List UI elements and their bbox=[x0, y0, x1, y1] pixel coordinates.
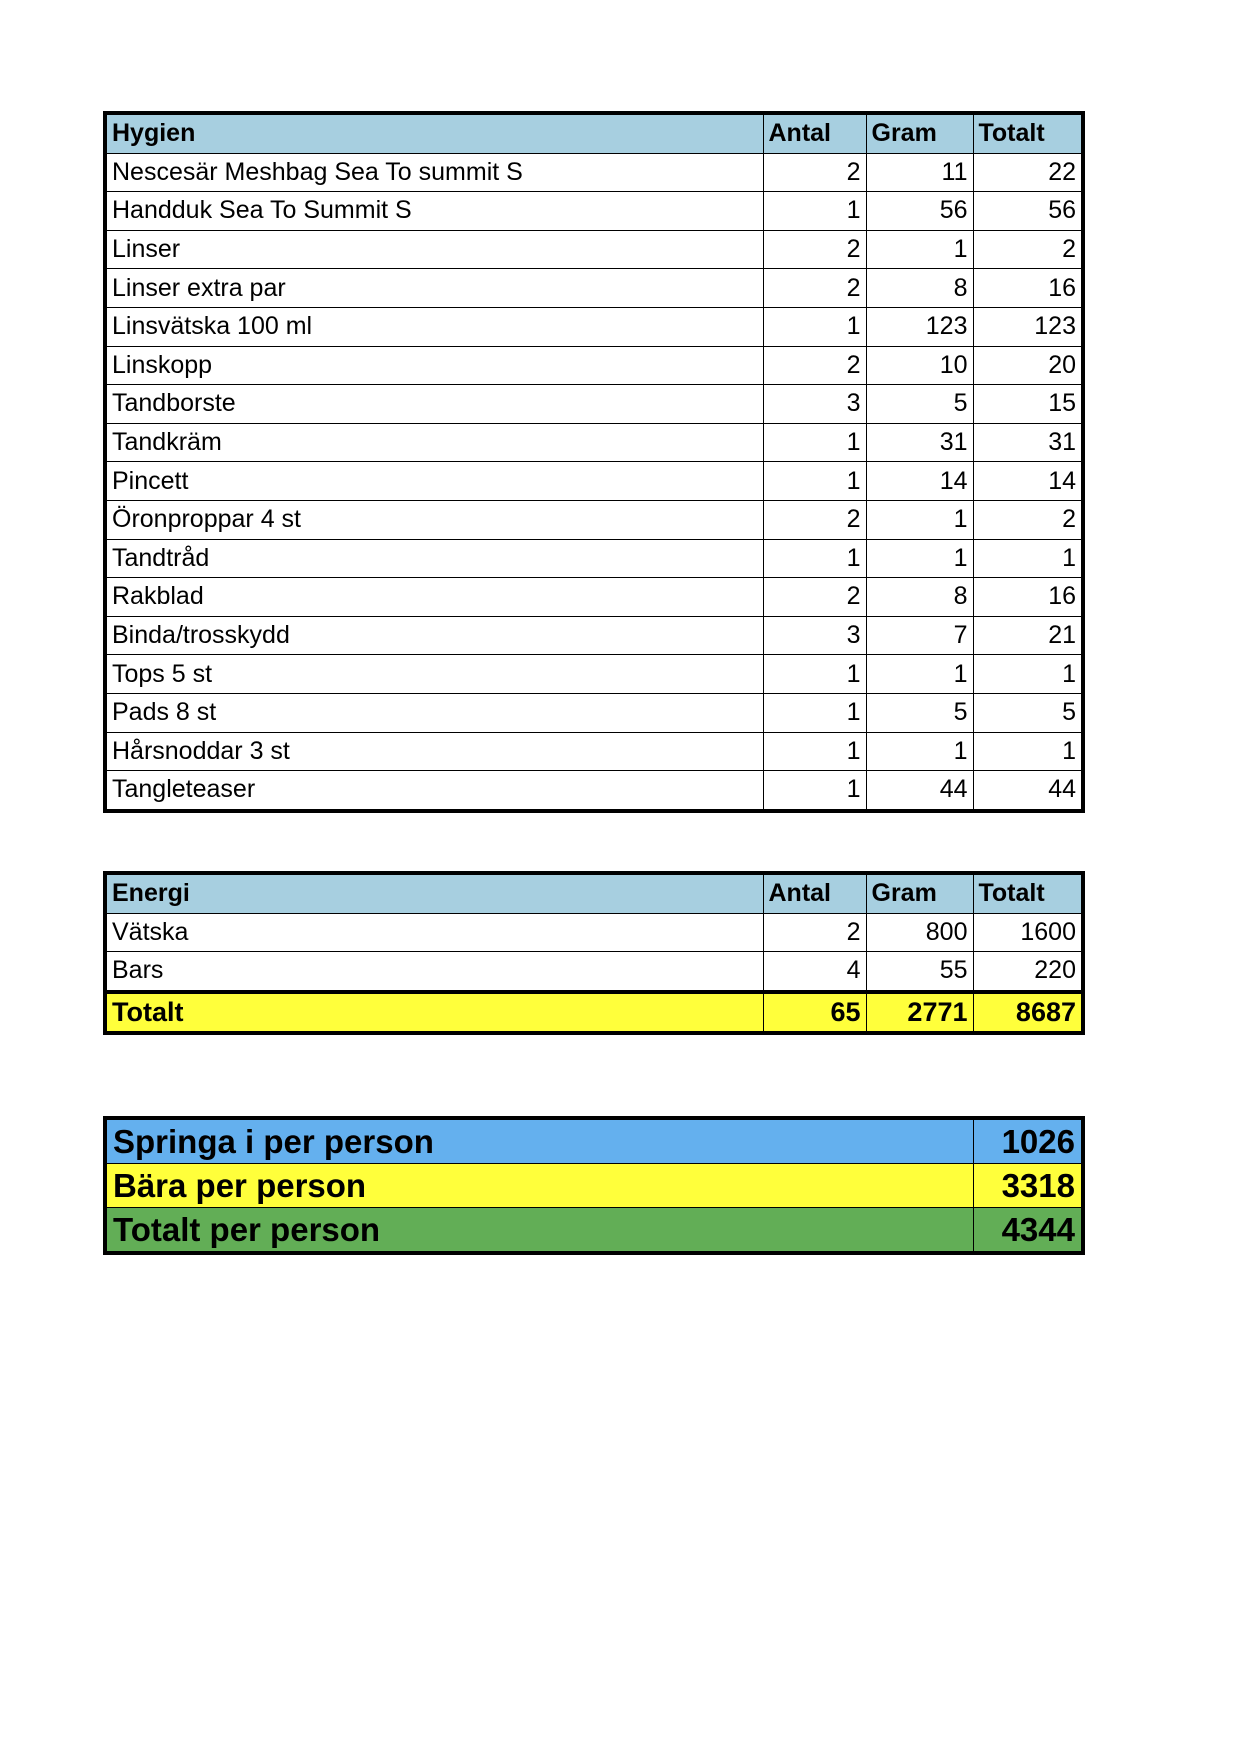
table-row bbox=[105, 771, 1083, 811]
summary-label: Totalt per person bbox=[105, 1208, 973, 1254]
table-row bbox=[105, 693, 1083, 732]
item-name: Öronproppar 4 st bbox=[105, 500, 763, 539]
header-cell: Gram bbox=[866, 113, 973, 153]
item-antal: 2 bbox=[763, 230, 866, 269]
item-totalt: 14 bbox=[973, 462, 1083, 501]
item-totalt: 16 bbox=[973, 269, 1083, 308]
item-name: Tangleteaser bbox=[105, 771, 763, 811]
table-row bbox=[105, 423, 1083, 462]
item-totalt: 2 bbox=[973, 230, 1083, 269]
item-name: Binda/trosskydd bbox=[105, 616, 763, 655]
table-row bbox=[105, 500, 1083, 539]
item-antal: 3 bbox=[763, 616, 866, 655]
item-name: Tandkräm bbox=[105, 423, 763, 462]
header-cell: Hygien bbox=[105, 113, 763, 153]
table-row bbox=[105, 462, 1083, 501]
item-name: Tandtråd bbox=[105, 539, 763, 578]
item-antal: 1 bbox=[763, 693, 866, 732]
item-totalt: 22 bbox=[973, 153, 1083, 192]
table-row bbox=[105, 269, 1083, 308]
summary-row-bara bbox=[105, 1164, 1083, 1208]
table-header-row bbox=[105, 113, 1083, 153]
item-antal: 2 bbox=[763, 578, 866, 617]
item-antal: 1 bbox=[763, 192, 866, 231]
item-antal: 1 bbox=[763, 462, 866, 501]
summary-value: 4344 bbox=[973, 1208, 1083, 1254]
item-name: Rakblad bbox=[105, 578, 763, 617]
item-name: Nescesär Meshbag Sea To summit S bbox=[105, 153, 763, 192]
header-cell: Totalt bbox=[973, 873, 1083, 913]
item-antal: 2 bbox=[763, 500, 866, 539]
item-gram: 1 bbox=[866, 732, 973, 771]
item-totalt: 56 bbox=[973, 192, 1083, 231]
total-gram: 2771 bbox=[866, 992, 973, 1034]
item-gram: 1 bbox=[866, 655, 973, 694]
item-antal: 1 bbox=[763, 732, 866, 771]
item-gram: 56 bbox=[866, 192, 973, 231]
item-gram: 11 bbox=[866, 153, 973, 192]
item-name: Pads 8 st bbox=[105, 693, 763, 732]
item-totalt: 1 bbox=[973, 539, 1083, 578]
item-name: Linsvätska 100 ml bbox=[105, 307, 763, 346]
item-name: Handduk Sea To Summit S bbox=[105, 192, 763, 231]
item-gram: 55 bbox=[866, 952, 973, 992]
item-totalt: 16 bbox=[973, 578, 1083, 617]
item-name: Pincett bbox=[105, 462, 763, 501]
table-row bbox=[105, 616, 1083, 655]
item-antal: 2 bbox=[763, 913, 866, 952]
summary-table bbox=[103, 1116, 1085, 1255]
item-antal: 1 bbox=[763, 655, 866, 694]
item-gram: 800 bbox=[866, 913, 973, 952]
item-name: Linser bbox=[105, 230, 763, 269]
item-name: Tops 5 st bbox=[105, 655, 763, 694]
header-cell: Gram bbox=[866, 873, 973, 913]
table-row bbox=[105, 539, 1083, 578]
item-name: Vätska bbox=[105, 913, 763, 952]
header-cell: Energi bbox=[105, 873, 763, 913]
header-cell: Antal bbox=[763, 113, 866, 153]
item-antal: 2 bbox=[763, 153, 866, 192]
item-antal: 1 bbox=[763, 423, 866, 462]
item-name: Linser extra par bbox=[105, 269, 763, 308]
table-row bbox=[105, 153, 1083, 192]
total-totalt: 8687 bbox=[973, 992, 1083, 1034]
item-name: Hårsnoddar 3 st bbox=[105, 732, 763, 771]
total-label: Totalt bbox=[105, 992, 763, 1034]
item-gram: 10 bbox=[866, 346, 973, 385]
item-gram: 1 bbox=[866, 500, 973, 539]
item-totalt: 5 bbox=[973, 693, 1083, 732]
item-antal: 2 bbox=[763, 346, 866, 385]
table-row bbox=[105, 230, 1083, 269]
item-name: Tandborste bbox=[105, 385, 763, 424]
item-gram: 5 bbox=[866, 385, 973, 424]
item-totalt: 15 bbox=[973, 385, 1083, 424]
table-row bbox=[105, 732, 1083, 771]
header-cell: Totalt bbox=[973, 113, 1083, 153]
item-antal: 3 bbox=[763, 385, 866, 424]
item-name: Linskopp bbox=[105, 346, 763, 385]
item-antal: 1 bbox=[763, 307, 866, 346]
item-gram: 7 bbox=[866, 616, 973, 655]
hygien-table bbox=[103, 111, 1085, 813]
table-row bbox=[105, 578, 1083, 617]
item-totalt: 20 bbox=[973, 346, 1083, 385]
item-antal: 1 bbox=[763, 539, 866, 578]
summary-value: 3318 bbox=[973, 1164, 1083, 1208]
item-antal: 1 bbox=[763, 771, 866, 811]
item-gram: 1 bbox=[866, 230, 973, 269]
table-row bbox=[105, 655, 1083, 694]
total-antal: 65 bbox=[763, 992, 866, 1034]
item-totalt: 21 bbox=[973, 616, 1083, 655]
item-gram: 123 bbox=[866, 307, 973, 346]
table-row bbox=[105, 192, 1083, 231]
item-antal: 2 bbox=[763, 269, 866, 308]
summary-row-totalt bbox=[105, 1208, 1083, 1254]
item-gram: 31 bbox=[866, 423, 973, 462]
item-totalt: 123 bbox=[973, 307, 1083, 346]
item-totalt: 1 bbox=[973, 655, 1083, 694]
item-totalt: 1 bbox=[973, 732, 1083, 771]
header-cell: Antal bbox=[763, 873, 866, 913]
item-antal: 4 bbox=[763, 952, 866, 992]
summary-label: Bära per person bbox=[105, 1164, 973, 1208]
item-totalt: 44 bbox=[973, 771, 1083, 811]
summary-label: Springa i per person bbox=[105, 1118, 973, 1164]
table-row bbox=[105, 385, 1083, 424]
table-row bbox=[105, 307, 1083, 346]
table-row bbox=[105, 913, 1083, 952]
table-header-row bbox=[105, 873, 1083, 913]
item-gram: 1 bbox=[866, 539, 973, 578]
item-gram: 44 bbox=[866, 771, 973, 811]
item-totalt: 2 bbox=[973, 500, 1083, 539]
item-gram: 5 bbox=[866, 693, 973, 732]
item-gram: 14 bbox=[866, 462, 973, 501]
item-totalt: 1600 bbox=[973, 913, 1083, 952]
item-name: Bars bbox=[105, 952, 763, 992]
item-gram: 8 bbox=[866, 578, 973, 617]
table-row bbox=[105, 952, 1083, 992]
item-totalt: 31 bbox=[973, 423, 1083, 462]
item-totalt: 220 bbox=[973, 952, 1083, 992]
energi-table bbox=[103, 871, 1085, 1035]
item-gram: 8 bbox=[866, 269, 973, 308]
summary-row-springa bbox=[105, 1118, 1083, 1164]
total-row bbox=[105, 992, 1083, 1034]
summary-value: 1026 bbox=[973, 1118, 1083, 1164]
table-row bbox=[105, 346, 1083, 385]
